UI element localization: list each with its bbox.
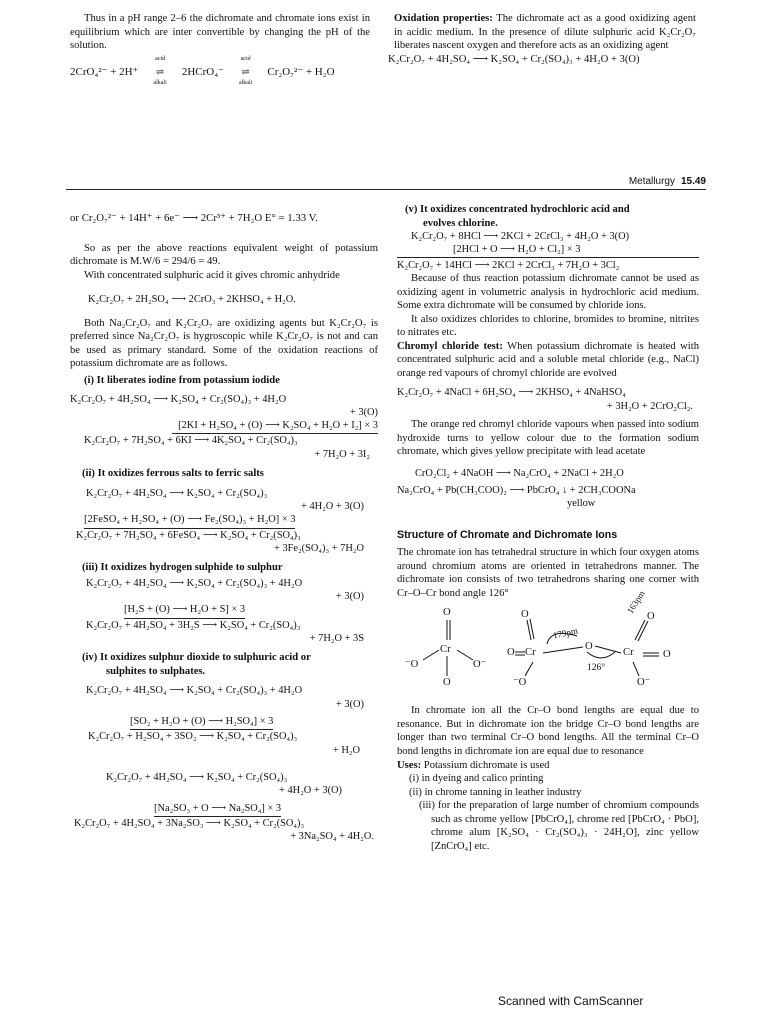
structure-paragraph: The chromate ion has tetrahedral structure in which four oxygen atoms around chromium atoms are oriented in tetrahedrons manner. The dichromate ion consists of two tetrahedrons sharing one corner with Cr–O–Cr bond angle 126° [397, 547, 699, 599]
ferrous-eq-3-cont: + 3Fe₂(SO₄)₃ + 7H₂O [274, 542, 364, 554]
dichromate-o-top-left: O [521, 609, 529, 621]
iodine-eq-3: K₂Cr₂O₇ + 7H₂SO₄ + 6KI ⟶ 4K₂SO₄ + Cr₂(SO₄)₃ [84, 435, 298, 447]
ferrous-eq-1: K₂Cr₂O₇ + 4H₂SO₄ ⟶ K₂SO₄ + Cr₂(SO₄)₃ [86, 487, 268, 499]
equivalent-weight-paragraph: So as per the above reactions equivalent weight of potassium dichromate is M.W/6 = 294/6 = 49. [70, 242, 378, 268]
h2s-eq-1-cont: + 3(O) [335, 591, 364, 603]
heading-ferrous: (ii) It oxidizes ferrous salts to ferric salts [82, 468, 264, 480]
primary-standard-paragraph: Both Na₂Cr₂O₇ and K₂Cr₂O₇ are oxidizing agents but K₂Cr₂O₇ is preferred since Na₂Cr₂O₇ is hygroscopic while K₂Cr₂O₇ is not and can be used as primary standard. Some of the oxidation reactions of potassium dichromate are as follows. [70, 317, 378, 370]
running-header-section: Metallurgy [628, 176, 675, 187]
so2-eq-1: K₂Cr₂O₇ + 4H₂SO₄ ⟶ K₂SO₄ + Cr₂(SO₄)₃ + 4H₂O [86, 685, 303, 697]
molecule-structures [397, 589, 699, 696]
so2-eq-3: K₂Cr₂O₇ + H₂SO₄ + 3SO₂ ⟶ K₂SO₄ + Cr₂(SO₄)₃ [88, 731, 298, 743]
structure-heading: Structure of Chromate and Dichromate Ions [397, 528, 618, 541]
hcl-eq-3: K₂Cr₂O₇ + 14HCl ⟶ 2KCl + 2CrCl₃ + 7H₂O + 3Cl₂ [397, 257, 699, 272]
use-item: (iii) for the preparation of large number of chromium compounds such as chrome yellow [PbCrO₄], chrome red [PbCrO₄ · PbO], chrome alum [K₂SO₄ · Cr₂(SO₄)₃ · 24H₂O], zinc yellow [ZnCrO₄] etc. [419, 800, 699, 852]
iodine-eq-1: K₂Cr₂O₇ + 4H₂SO₄ ⟶ K₂SO₄ + Cr₂(SO₄)₃ + 4H₂O [70, 393, 287, 405]
dichromate-o-bottom-left: ⁻O [513, 677, 527, 689]
sulphite-eq-3: K₂Cr₂O₇ + 4H₂SO₄ + 3Na₂SO₃ ⟶ K₂SO₄ + Cr₂(SO₄)₃ [74, 817, 305, 829]
oxidation-properties-paragraph: Oxidation properties: The dichromate act as a good oxidizing agent in acidic medium. In the presence of dilute sulphuric acid K₂Cr₂O₇ liberates nascent oxygen and therefore acts as an oxidizing agent [394, 13, 696, 52]
heading-hydrochloric: (v) It oxidizes concentrated hydrochloric acid and evolves chlorine. [405, 204, 630, 229]
chromyl-eq-1-cont: + 3H₂O + 2CrO₂Cl₂. [606, 400, 693, 412]
dichromate-o-right: O [663, 649, 671, 661]
equilibrium-arrow-1: acid ⇌ alkali [153, 55, 167, 86]
ferrous-eq-3: K₂Cr₂O₇ + 7H₂SO₄ + 6FeSO₄ ⟶ K₂SO₄ + Cr₂(SO₄)₃ [76, 529, 301, 541]
left-column [70, 212, 378, 844]
heading-iodine: (i) It liberates iodine from potassium iodide [84, 374, 280, 386]
ph-range-paragraph: Thus in a pH range 2–6 the dichromate and chromate ions exist in equilibrium which are inter convertible by changing the pH of the solution. [70, 13, 370, 52]
dichromate-cr-left: Cr [525, 647, 536, 659]
chromyl-eq-3: Na₂CrO₄ + Pb(CH₃COO)₂ ⟶ PbCrO₄ ↓ + 2CH₃COONa [397, 484, 636, 496]
so2-eq-2: [SO₂ + H₂O + (O) ⟶ H₂SO₄] × 3 [130, 715, 378, 730]
dichromate-o-bottom-right: O⁻ [637, 677, 651, 689]
dichromate-o-top-right: O [647, 611, 655, 623]
use-item: (ii) in chrome tanning in leather industry [409, 786, 582, 798]
so2-eq-3-cont: + H₂O [332, 744, 360, 756]
h2s-eq-3-cont: + 7H₂O + 3S [309, 632, 364, 644]
yellow-label: yellow [567, 498, 596, 510]
chromate-left-o: ⁻O [405, 659, 419, 671]
bond-length-179: 179pm [552, 625, 579, 641]
oxidation-equation: K₂Cr₂O₇ + 4H₂SO₄ ⟶ K₂SO₄ + Cr₂(SO₄)₃ + 4H₂O + 3(O) [388, 53, 640, 65]
top-left-column [70, 12, 370, 86]
h2s-eq-3: K₂Cr₂O₇ + 4H₂SO₄ + 3H₂S ⟶ K₂SO₄ + Cr₂(SO₄)₃ [86, 619, 301, 631]
ferrous-eq-2: [2FeSO₄ + H₂SO₄ + (O) ⟶ Fe₂(SO₄)₃ + H₂O] × 3 [84, 513, 378, 528]
equilibrium-left: 2CrO₄²⁻ + 2H⁺ [70, 65, 139, 78]
equilibrium-arrow-2: acid ⇌ alkali [238, 55, 253, 86]
yellow-precipitate-paragraph: The orange red chromyl chloride vapours when passed into sodium hydroxide turns to yellow colour due to the formation sodium chromate, which gives yellow precipitate with lead acetate [397, 419, 699, 458]
bond-angle-126: 126° [587, 663, 606, 674]
chromic-anhydride-equation: K₂Cr₂O₇ + 2H₂SO₄ ⟶ 2CrO₃ + 2KHSO₄ + H₂O. [88, 294, 296, 306]
chromyl-chloride-paragraph: Chromyl chloride test: When potassium dichromate is heated with concentrated sulphuric acid and a soluble metal chloride (e.g., NaCl) orange red vapours of chromyl chloride are evolved [397, 340, 699, 379]
hcl-eq-1: K₂Cr₂O₇ + 8HCl ⟶ 2KCl + 2CrCl₃ + 4H₂O + 3(O) [411, 231, 630, 243]
iodine-eq-1-cont: + 3(O) [349, 406, 378, 418]
chromate-right-o: O⁻ [473, 659, 487, 671]
sulphite-eq-1-cont: + 4H₂O + 3(O) [279, 785, 342, 797]
chromate-top-o: O [443, 607, 451, 619]
chlorides-paragraph: It also oxidizes chlorides to chlorine, bromides to bromine, nitrites to nitrates etc. [397, 313, 699, 339]
camscanner-watermark: Scanned with CamScanner [498, 994, 644, 1008]
volumetric-paragraph: Because of thus reaction potassium dichromate cannot be used as oxidizing agent in volumetric analysis in hydrochloric acid medium. Some extra dichromate will be consumed by chloride ions. [397, 273, 699, 312]
dichromate-o-left: O [507, 647, 515, 659]
running-header [600, 176, 706, 189]
iodine-eq-3-cont: + 7H₂O + 3I₂ [314, 448, 370, 460]
heading-hydrogen-sulphide: (iii) It oxidizes hydrogen sulphide to sulphur [82, 562, 283, 574]
chromic-anhydride-paragraph: With concentrated sulphuric acid it gives chromic anhydride [84, 269, 340, 281]
hcl-eq-2: [2HCl + O ⟶ H₂O + Cl₂] × 3 [453, 244, 581, 256]
chromate-bottom-o: O [443, 677, 451, 689]
chromyl-eq-1: K₂Cr₂O₇ + 4NaCl + 6H₂SO₄ ⟶ 2KHSO₄ + 4NaHSO₄ [397, 387, 626, 399]
equilibrium-middle: 2HCrO₄⁻ [181, 65, 224, 78]
bond-length-163: 163pm [625, 589, 647, 616]
dichromate-bridge-o: O [585, 641, 593, 653]
sulphite-eq-2: [Na₂SO₃ + O ⟶ Na₂SO₄] × 3 [154, 802, 378, 817]
h2s-eq-2: [H₂S + (O) ⟶ H₂O + S] × 3 [124, 603, 378, 618]
uses-heading: Uses: [397, 759, 422, 771]
chromyl-eq-2: CrO₂Cl₂ + 4NaOH ⟶ Na₂CrO₄ + 2NaCl + 2H₂O [415, 467, 624, 479]
iodine-eq-2: [2KI + H₂SO₄ + (O) ⟶ K₂SO₄ + H₂O + I₂] × 3 [70, 419, 378, 434]
reduction-potential-equation: or Cr₂O₇²⁻ + 14H⁺ + 6e⁻ ⟶ 2Cr³⁺ + 7H₂O E° = 1.33 V. [70, 212, 318, 224]
page-number: 15.49 [680, 176, 706, 187]
dichromate-cr-right: Cr [623, 647, 634, 659]
equilibrium-right: Cr₂O₇²⁻ + H₂O [267, 65, 335, 78]
sulphite-eq-1: K₂Cr₂O₇ + 4H₂SO₄ ⟶ K₂SO₄ + Cr₂(SO₄)₃ [106, 771, 288, 783]
uses-list [407, 772, 699, 853]
right-column [397, 203, 699, 853]
use-item: (i) in dyeing and calico printing [409, 773, 544, 785]
top-right-column [388, 12, 696, 66]
uses-line: Uses: Potassium dichromate is used [397, 759, 550, 771]
chromyl-chloride-heading: Chromyl chloride test: [397, 340, 503, 352]
heading-sulphur-dioxide: (iv) It oxidizes sulphur dioxide to sulphuric acid or sulphites to sulphates. [82, 652, 311, 677]
bond-length-paragraph: In chromate ion all the Cr–O bond lengths are equal due to resonance. But in dichromate ion the bridge Cr–O bond lengths are longer than two terminal Cr–O bond lengths. All the terminal Cr–O bond lengths in dichromate ion are equal due to resonance [397, 705, 699, 757]
sulphite-eq-3-cont: + 3Na₂SO₄ + 4H₂O. [290, 831, 374, 843]
chromate-cr: Cr [440, 644, 451, 656]
ferrous-eq-1-cont: + 4H₂O + 3(O) [301, 500, 364, 512]
equilibrium-equation [70, 55, 370, 86]
so2-eq-1-cont: + 3(O) [335, 698, 364, 710]
page-separator [66, 189, 706, 190]
h2s-eq-1: K₂Cr₂O₇ + 4H₂SO₄ ⟶ K₂SO₄ + Cr₂(SO₄)₃ + 4H₂O [86, 577, 303, 589]
oxidation-properties-heading: Oxidation properties: [394, 13, 493, 24]
